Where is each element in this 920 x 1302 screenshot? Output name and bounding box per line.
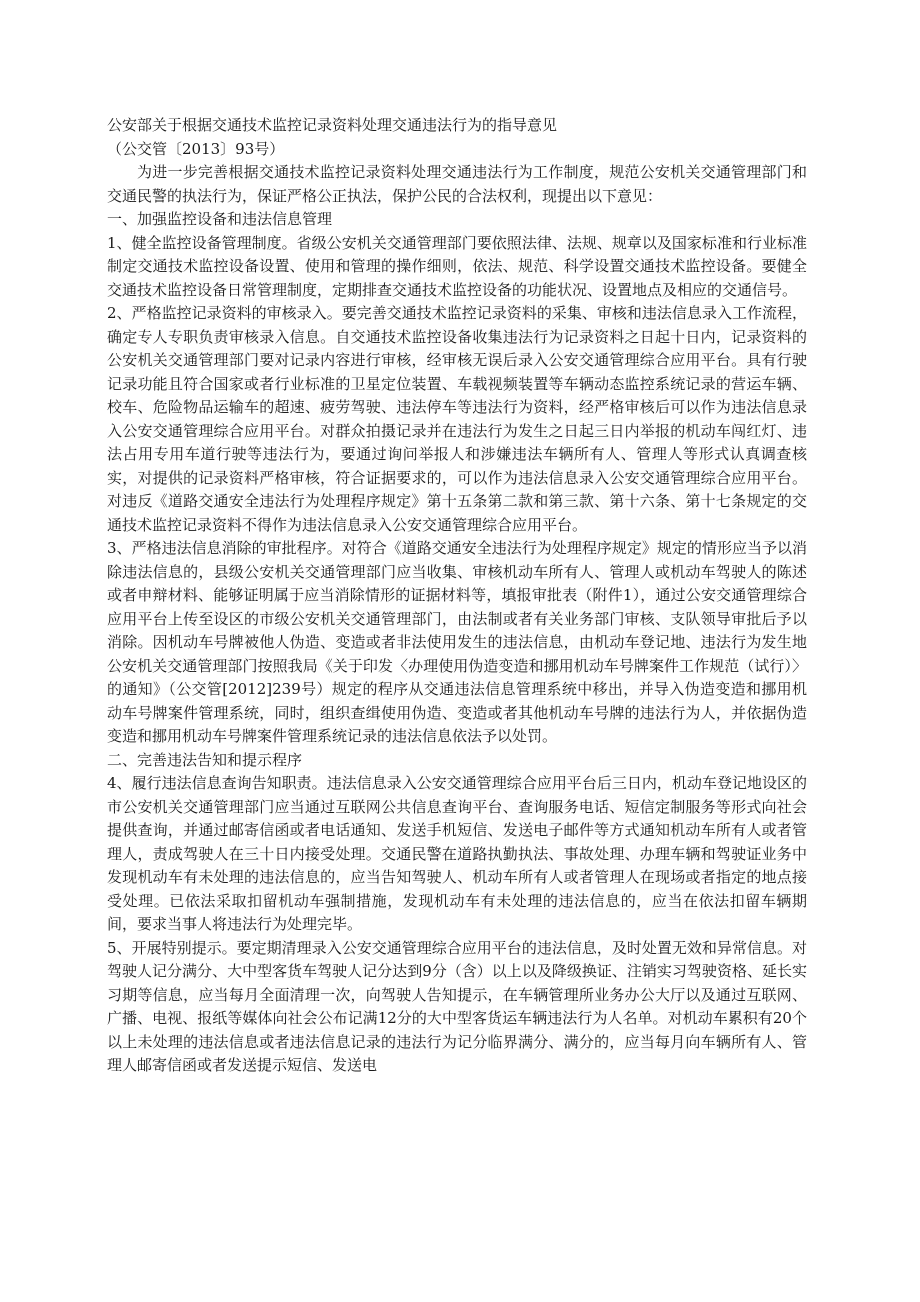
paragraph-item-5: 5、开展特别提示。要定期清理录入公安交通管理综合应用平台的违法信息，及时处置无效和异常信息。对驾驶人记分满分、大中型客货车驾驶人记分达到9分（含）以上以及降级换证、注销实习驾驶资格、延长实习期等信息，应当每月全面清理一次，向驾驶人告知提示，在车辆管理所业务办公大厅以及通过互联网、广播、电视、报纸等媒体向社会公布记满12分的大中型客货运车辆违法行为人名单。对机动车累积有20个以上未处理的违法信息或者违法信息记录的违法行为记分临界满分、满分的，应当每月向车辆所有人、管理人邮寄信函或者发送提示短信、发送电 bbox=[107, 938, 807, 1074]
intro-paragraph: 为进一步完善根据交通技术监控记录资料处理交通违法行为工作制度，规范公安机关交通管理部门和交通民警的执法行为，保证严格公正执法，保护公民的合法权利，现提出以下意见： bbox=[107, 163, 807, 205]
paragraph-item-1: 1、健全监控设备管理制度。省级公安机关交通管理部门要依照法律、法规、规章以及国家标准和行业标准制定交通技术监控设备设置、使用和管理的操作细则，依法、规范、科学设置交通技术监控设备。要健全交通技术监控设备日常管理制度，定期排查交通技术监控设备的功能状况、设置地点及相应的交通信号。 bbox=[107, 233, 807, 299]
document-title: 公安部关于根据交通技术监控记录资料处理交通违法行为的指导意见 bbox=[107, 116, 558, 134]
section-heading-1: 一、加强监控设备和违法信息管理 bbox=[107, 210, 333, 228]
document-page bbox=[107, 114, 807, 1078]
paragraph-item-2: 2、严格监控记录资料的审核录入。要完善交通技术监控记录资料的采集、审核和违法信息录入工作流程，确定专人专职负责审核录入信息。自交通技术监控设备收集违法行为记录资料之日起十日内，记录资料的公安机关交通管理部门要对记录内容进行审核，经审核无误后录入公安交通管理综合应用平台。具有行驶记录功能且符合国家或者行业标准的卫星定位装置、车载视频装置等车辆动态监控系统记录的营运车辆、校车、危险物品运输车的超速、疲劳驾驶、违法停车等违法行为资料，经严格审核后可以作为违法信息录入公安交通管理综合应用平台。对群众拍摄记录并在违法行为发生之日起三日内举报的机动车闯红灯、违法占用专用车道行驶等违法行为，要通过询问举报人和涉嫌违法车辆所有人、管理人等形式认真调查核实，对提供的记录资料严格审核，符合证据要求的，可以作为违法信息录入公安交通管理综合应用平台。对违反《道路交通安全违法行为处理程序规定》第十五条第二款和第三款、第十六条、第十七条规定的交通技术监控记录资料不得作为违法信息录入公安交通管理综合应用平台。 bbox=[107, 304, 807, 534]
paragraph-item-4: 4、履行违法信息查询告知职责。违法信息录入公安交通管理综合应用平台后三日内，机动车登记地设区的市公安机关交通管理部门应当通过互联网公共信息查询平台、查询服务电话、短信定制服务等形式向社会提供查询，并通过邮寄信函或者电话通知、发送手机短信、发送电子邮件等方式通知机动车所有人或者管理人，责成驾驶人在三十日内接受处理。交通民警在道路执勤执法、事故处理、办理车辆和驾驶证业务中发现机动车有未处理的违法信息的，应当告知驾驶人、机动车所有人或者管理人在现场或者指定的地点接受处理。已依法采取扣留机动车强制措施，发现机动车有未处理的违法信息的，应当在依法扣留车辆期间，要求当事人将违法行为处理完毕。 bbox=[107, 774, 807, 933]
document-number: （公交管〔2013〕93号） bbox=[107, 139, 285, 158]
paragraph-item-3: 3、严格违法信息消除的审批程序。对符合《道路交通安全违法行为处理程序规定》规定的情形应当予以消除违法信息的，县级公安机关交通管理部门应当收集、审核机动车所有人、管理人或机动车驾驶人的陈述或者申辩材料、能够证明属于应当消除情形的证据材料等，填报审批表（附件1），通过公安交通管理综合应用平台上传至设区的市级公安机关交通管理部门，由法制或者有关业务部门审核、支队领导审批后予以消除。因机动车号牌被他人伪造、变造或者非法使用发生的违法信息，由机动车登记地、违法行为发生地公安机关交通管理部门按照我局《关于印发〈办理使用伪造变造和挪用机动车号牌案件工作规范（试行）〉的通知》（公交管[2012]239号）规定的程序从交通违法信息管理系统中移出，并导入伪造变造和挪用机动车号牌案件管理系统，同时，组织查缉使用伪造、变造或者其他机动车号牌的违法行为人，并依据伪造变造和挪用机动车号牌案件管理系统记录的违法信息依法予以处罚。 bbox=[107, 539, 807, 745]
section-heading-2: 二、完善违法告知和提示程序 bbox=[107, 750, 303, 769]
